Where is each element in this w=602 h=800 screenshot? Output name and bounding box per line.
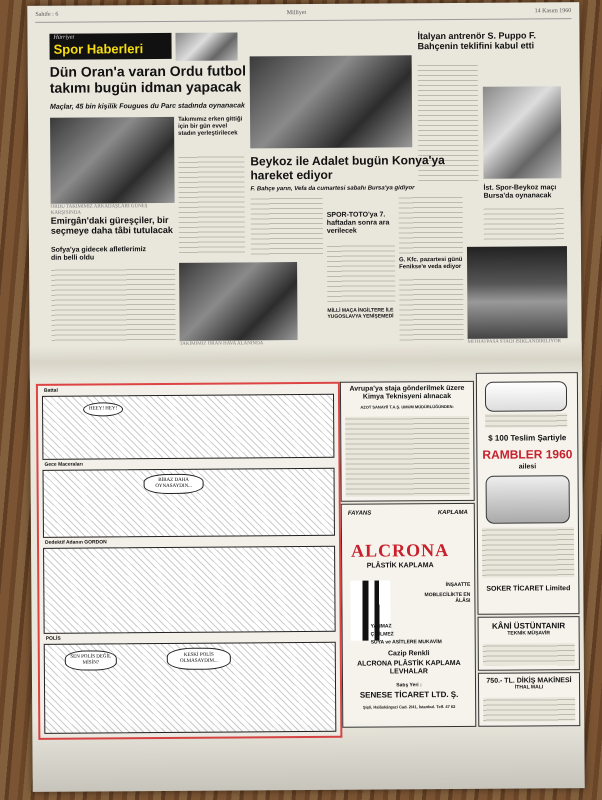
comic-strip-3-title: Dedektif Adanın GORDON — [44, 539, 107, 546]
beykoz-article-1 — [251, 196, 323, 257]
speech-bubble-1: HEEY! HEY! — [83, 402, 123, 416]
main-headline: Dün Oran'a varan Ordu futbol takımı bugün idman yapacak — [49, 62, 247, 96]
page-date: 14 Kasım 1960 — [534, 8, 572, 15]
match-article — [484, 206, 564, 243]
airport-photo — [179, 262, 298, 341]
match-headline: İst. Spor-Beykoz maçı Bursa'da oynanacak — [483, 184, 557, 200]
alcrona-product: ALCRONA PLÂSTİK KAPLAMA LEVHALAR — [357, 659, 461, 676]
alcrona-address: Şişli, Halâskârgazi Cad. 2/41, İstanbul. Telf. 47 62 — [362, 703, 456, 710]
chemistry-job-ad — [340, 381, 475, 502]
alcrona-ad — [341, 503, 477, 728]
team-photo — [50, 117, 175, 204]
article-column-1 — [178, 154, 245, 254]
small-photo-top — [175, 32, 237, 60]
kfc-headline: G. Kfc. pazartesi günü Fenikse'e veda ediyor — [399, 256, 463, 271]
comic-strip-2-title: Gece Maceraları — [44, 461, 83, 468]
comic-strip-1-title: Battal — [43, 387, 58, 394]
rambler-family: ailesi — [518, 463, 537, 471]
page-number: Sahife : 6 — [35, 11, 59, 18]
coach-portrait-photo — [483, 86, 562, 179]
kani-ad — [478, 616, 580, 671]
alcrona-brand: ALCRONA — [350, 540, 450, 561]
rambler-small-text — [485, 413, 567, 428]
sportoto-headline: SPOR-TOTO'ya 7. haftadan sonra ara verilecek — [326, 211, 390, 235]
car-illustration-top — [485, 381, 567, 412]
rambler-brand: RAMBLER 1960 — [482, 447, 573, 462]
alcrona-feature-1: YANMAZ — [370, 623, 392, 630]
speech-bubble-3: SEN POLİS DEĞİL MİSİN? — [65, 650, 117, 670]
chemistry-ad-title: Avrupa'ya staja gönderilmek üzere Kimya Teknisyeni alınacak — [349, 384, 465, 401]
bottom-shadow — [32, 718, 584, 792]
machine-price: 750.- TL. DİKİŞ MAKİNESİ — [486, 677, 572, 685]
machine-sub: İTHAL MALI — [514, 684, 544, 691]
wrestling-headline: Emirgân'daki güreşçiler, bir seçmeye daha tâbi tutulacak — [50, 214, 173, 236]
beykoz-article-2 — [399, 195, 463, 255]
beykoz-headline: Beykoz ile Adalet bugün Konya'ya hareket ediyor — [250, 153, 445, 183]
logo-title: Spor Haberleri — [53, 41, 144, 57]
milli-mac-headline: MİLLİ MAÇA İNGİLTERE İLE YUGOSLAVYA YENİŞEMEDİ — [327, 307, 394, 320]
speech-bubble-2: BİRAZ DAHA OYNASAYDIN... — [144, 474, 204, 494]
kani-title: TEKNİK MÜŞAVİR — [507, 630, 551, 637]
alcrona-subtitle: PLÂSTİK KAPLAMA — [366, 562, 434, 570]
alcrona-company: SENESE TİCARET LTD. Ş. — [359, 689, 459, 700]
comic-strip-2 — [43, 468, 335, 538]
kani-ad-body — [483, 643, 575, 666]
newspaper-page — [27, 2, 584, 792]
rambler-offer: $ 100 Teslim Şartiyle — [488, 433, 567, 443]
rambler-company: SOKER TİCARET Limited — [486, 585, 571, 593]
alcrona-colorful: Cazip Renkli — [387, 650, 430, 658]
newspaper-name: Milliyet — [286, 9, 307, 17]
rambler-car-image — [486, 475, 570, 524]
team-photo-caption: ORDU TAKIMIMIZ ARKADAŞLARI GÜNEŞ KARŞISINDA — [50, 204, 148, 216]
alcrona-kaplama: KAPLAMA — [437, 509, 468, 517]
alcrona-usage-1: İNŞAATTE — [445, 581, 471, 589]
kfc-article — [399, 277, 463, 341]
alcrona-feature-3: SUYA ve ASİTLERE MUKAVİM — [370, 639, 442, 646]
speech-bubble-4: KESKİ POLİS OLMASAYDIM... — [167, 648, 231, 670]
chemistry-ad-company: AZOT SANAYİİ T.A.Ş. UMUM MÜDÜRLÜĞÜNDEN: — [360, 403, 454, 410]
rambler-ad-body — [482, 527, 574, 578]
rambler-ad — [476, 372, 580, 615]
alcrona-usage-2: MOBLECİLİKTE EN ÂLÂSI — [424, 591, 471, 604]
sports-section-logo — [49, 33, 171, 60]
wrestling-article — [51, 267, 176, 344]
alcrona-sales-label: Satış Yeri : — [396, 682, 422, 689]
comic-strip-3 — [43, 546, 336, 634]
main-subheadline: Maçlar, 45 bin kişilik Fougues du Parc stadında oynanacak — [49, 102, 245, 111]
italian-coach-headline: İtalyan antrenör S. Puppo F. Bahçenin teklifini kabul etti — [417, 30, 537, 52]
comics-section — [36, 382, 342, 740]
comic-strip-1 — [42, 394, 334, 460]
sportoto-article — [327, 243, 395, 303]
alcrona-fayans: FAYANS — [347, 510, 372, 517]
page-header-strip — [35, 8, 571, 23]
alcrona-feature-2: ÇİZİLMEZ — [370, 631, 394, 638]
wrestling-subheadline: Sofya'ya gidecek afletlerimiz din belli oldu — [50, 246, 147, 262]
beykoz-subheadline: F. Bahçe yarın, Vefa da cumartesi sabahı Bursa'ya gidiyor — [250, 185, 415, 193]
stadium-photo — [467, 246, 568, 339]
chemistry-ad-body — [345, 416, 470, 497]
logo-small-text: Hürriyet — [53, 34, 75, 41]
team-meeting-photo — [250, 55, 413, 148]
comic-strip-4-title: POLİS — [45, 635, 61, 642]
kani-name: KÂNİ ÜSTÜNTANIR — [491, 621, 566, 631]
side-caption: Takımımız erken gittiği için bir gün evvel stadın yerleştirilecek — [178, 116, 243, 137]
